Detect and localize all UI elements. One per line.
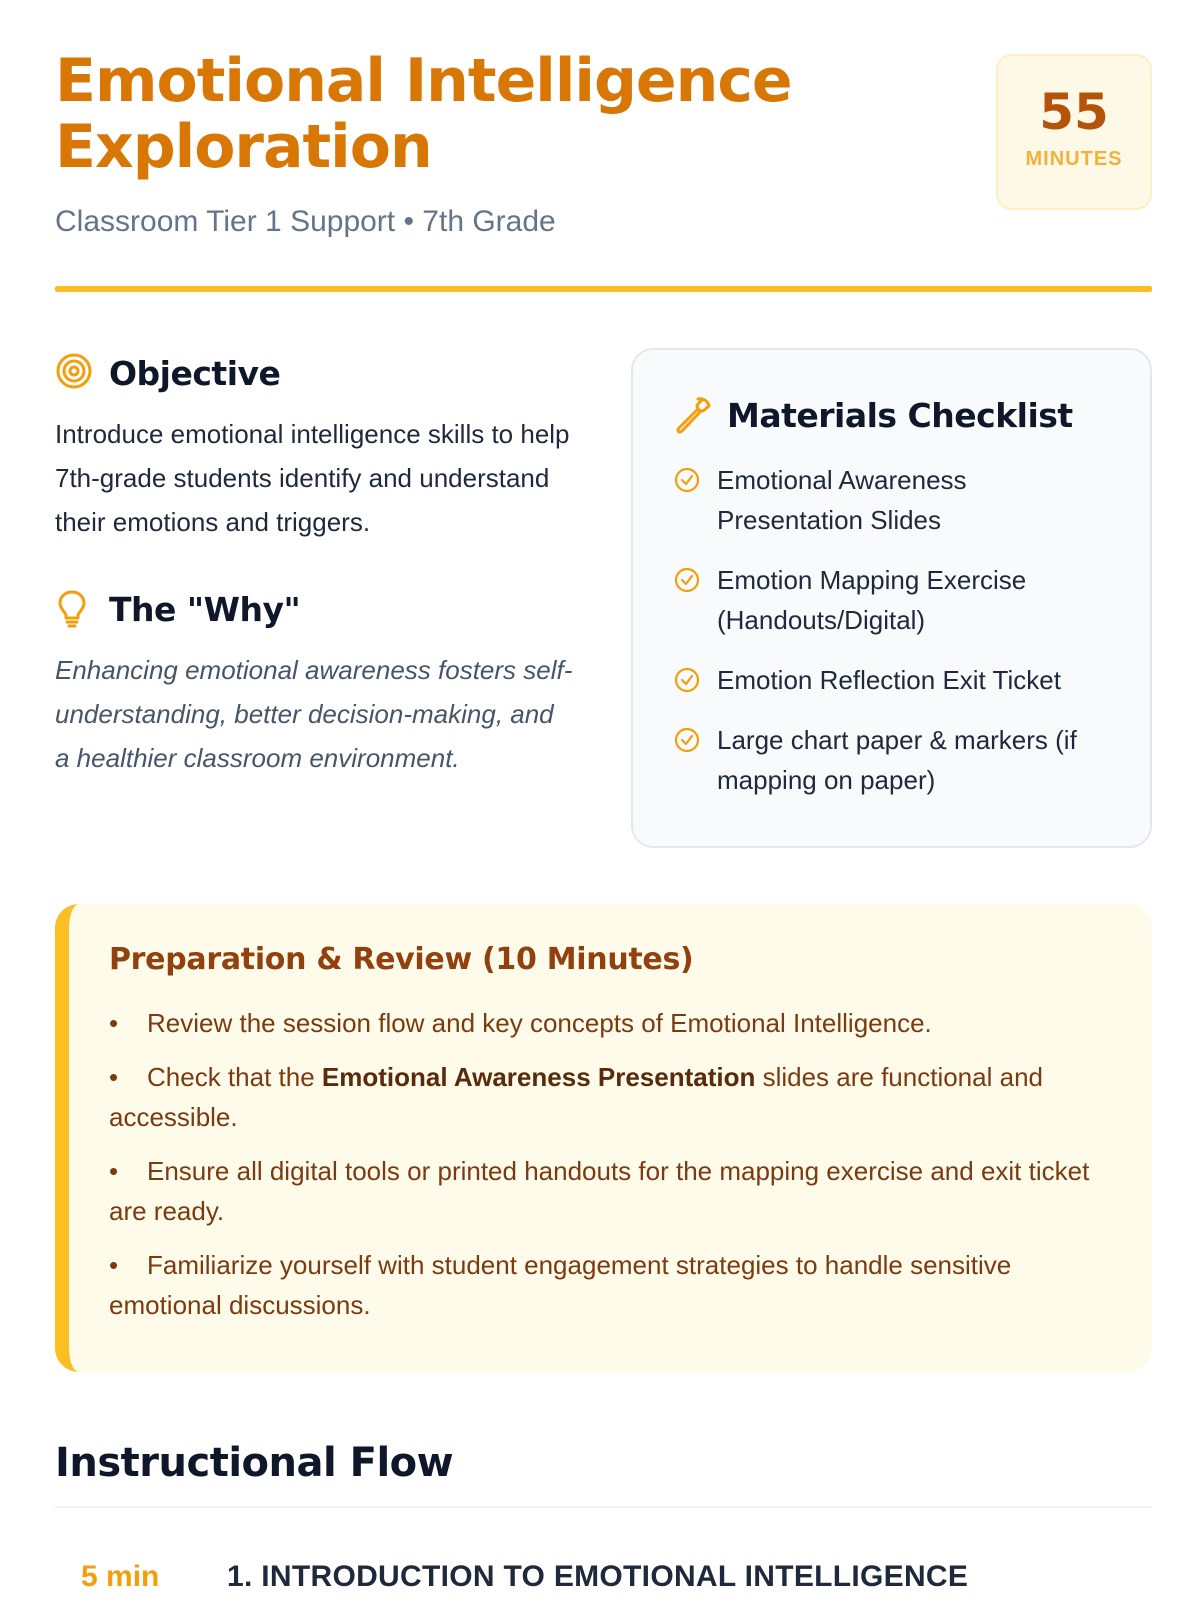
preparation-item: [109, 1057, 1112, 1137]
check-circle-icon: [673, 566, 701, 594]
why-heading: The "Why": [109, 589, 301, 629]
objective-heading: Objective: [109, 353, 281, 393]
materials-heading: Materials Checklist: [727, 395, 1073, 435]
check-circle-icon: [673, 466, 701, 494]
preparation-card: [55, 904, 1152, 1372]
preparation-item: [109, 1245, 1112, 1325]
target-icon: [55, 352, 97, 394]
preparation-item-text: Check that the: [147, 1062, 322, 1092]
objective-text: Introduce emotional intelligence skills to help 7th-grade students identify and understand their emotions and triggers.: [55, 419, 570, 537]
materials-list: [673, 460, 1110, 800]
instructional-flow-heading: Instructional Flow: [55, 1440, 454, 1486]
duration-value: 55: [1039, 83, 1109, 141]
preparation-item-emphasis: Emotional Awareness Presentation: [321, 1062, 756, 1092]
flow-step: [55, 1560, 1152, 1620]
page-title: Emotional Intelligence Exploration: [55, 46, 792, 182]
materials-item-label: Emotion Reflection Exit Ticket: [717, 665, 1061, 695]
materials-item-label: Emotion Mapping Exercise (Handouts/Digital): [717, 565, 1027, 635]
objective-column: [55, 350, 575, 780]
duration-unit: MINUTES: [1025, 148, 1123, 170]
preparation-item: [109, 1151, 1112, 1231]
check-circle-icon: [673, 726, 701, 754]
preparation-item-text: slides are functional and accessible.: [109, 1062, 1043, 1132]
flow-step-title: 1. INTRODUCTION TO EMOTIONAL INTELLIGENCE: [227, 1560, 969, 1593]
preparation-item-text: Ensure all digital tools or printed handouts for the mapping exercise and exit ticket are ready.: [109, 1156, 1090, 1226]
wrench-icon: [673, 395, 713, 435]
bullet: •: [109, 1008, 119, 1038]
preparation-item-text: Review the session flow and key concepts of Emotional Intelligence.: [147, 1008, 932, 1038]
materials-header: [673, 390, 1110, 440]
why-text: Enhancing emotional awareness fosters self-understanding, better decision-making, and a healthier classroom environment.: [55, 655, 573, 773]
lesson-plan-page: [55, 0, 1152, 1593]
materials-item-label: Large chart paper & markers (if mapping on paper): [717, 725, 1077, 795]
preparation-heading: Preparation & Review (10 Minutes): [109, 942, 694, 977]
materials-item: [673, 560, 1110, 640]
header-divider: [55, 286, 1152, 292]
bullet: •: [109, 1156, 119, 1186]
materials-card: [631, 348, 1152, 848]
objective-header: [55, 350, 575, 396]
materials-item: [673, 460, 1110, 540]
bullet: •: [109, 1062, 119, 1092]
materials-item: [673, 720, 1110, 800]
flow-step-time: 5 min: [81, 1560, 160, 1593]
flow-divider: [55, 1506, 1152, 1508]
preparation-item: [109, 1003, 1112, 1043]
lightbulb-icon: [55, 588, 97, 630]
materials-item: [673, 660, 1110, 700]
preparation-item-text: Familiarize yourself with student engagement strategies to handle sensitive emotional discussions.: [109, 1250, 1012, 1320]
materials-item-label: Emotional Awareness Presentation Slides: [717, 465, 967, 535]
header: [55, 0, 1152, 296]
check-circle-icon: [673, 666, 701, 694]
preparation-list: [109, 1003, 1112, 1325]
page-subtitle: Classroom Tier 1 Support • 7th Grade: [55, 205, 556, 238]
duration-badge: [996, 54, 1152, 210]
bullet: •: [109, 1250, 119, 1280]
why-header: [55, 586, 575, 632]
